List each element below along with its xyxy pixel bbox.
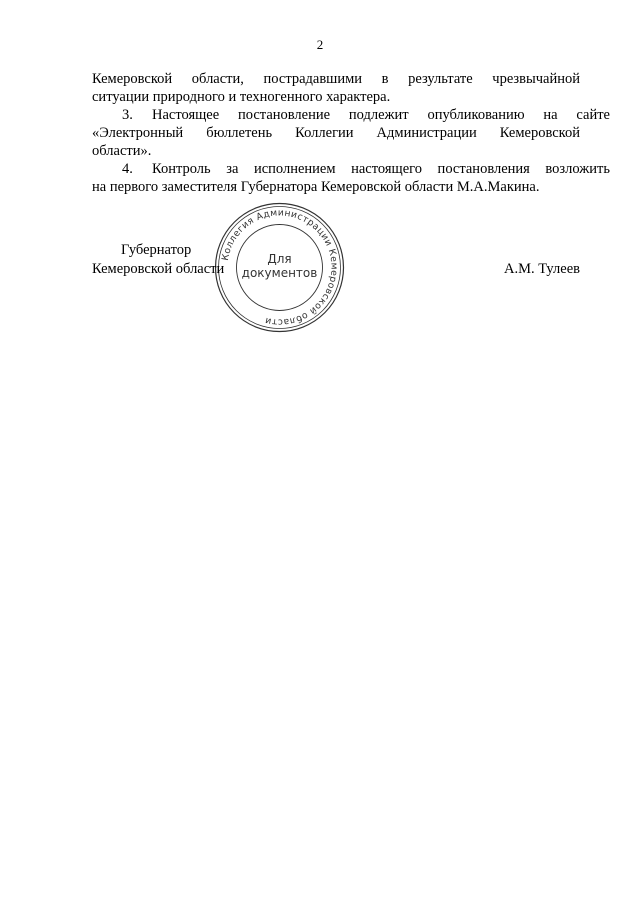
paragraph-4-line: на первого заместителя Губернатора Кемеровской области М.А.Макина. [92,179,540,195]
paragraph-continuation-line: Кемеровской области, пострадавшими в результате чрезвычайной [92,71,580,87]
signatory-name: А.М. Тулеев [504,261,580,277]
paragraph-3-line: «Электронный бюллетень Коллегии Администрации Кемеровской [92,125,580,141]
paragraph-3-number: 3. [122,107,133,123]
official-stamp [212,200,347,335]
paragraph-4-text: Контроль за исполнением настоящего постановления возложить [152,161,610,177]
paragraph-continuation-line: ситуации природного и техногенного характера. [92,89,391,105]
stamp-ring-text: Коллегия Администрации Кемеровской области [219,207,340,328]
signatory-title-line1: Губернатор [121,242,192,258]
page-number: 2 [316,37,324,52]
paragraph-4-number: 4. [122,161,133,177]
paragraph-4-first-line [92,160,610,178]
paragraph-3-first-line [92,106,610,124]
paragraph-3-text: Настоящее постановление подлежит опубликованию на сайте [152,107,610,123]
stamp-center-line1: Для [267,252,292,266]
stamp-center-line2: документов [241,266,318,280]
signatory-title-line2: Кемеровской области [92,261,225,277]
paragraph-3-line: области». [92,143,152,159]
